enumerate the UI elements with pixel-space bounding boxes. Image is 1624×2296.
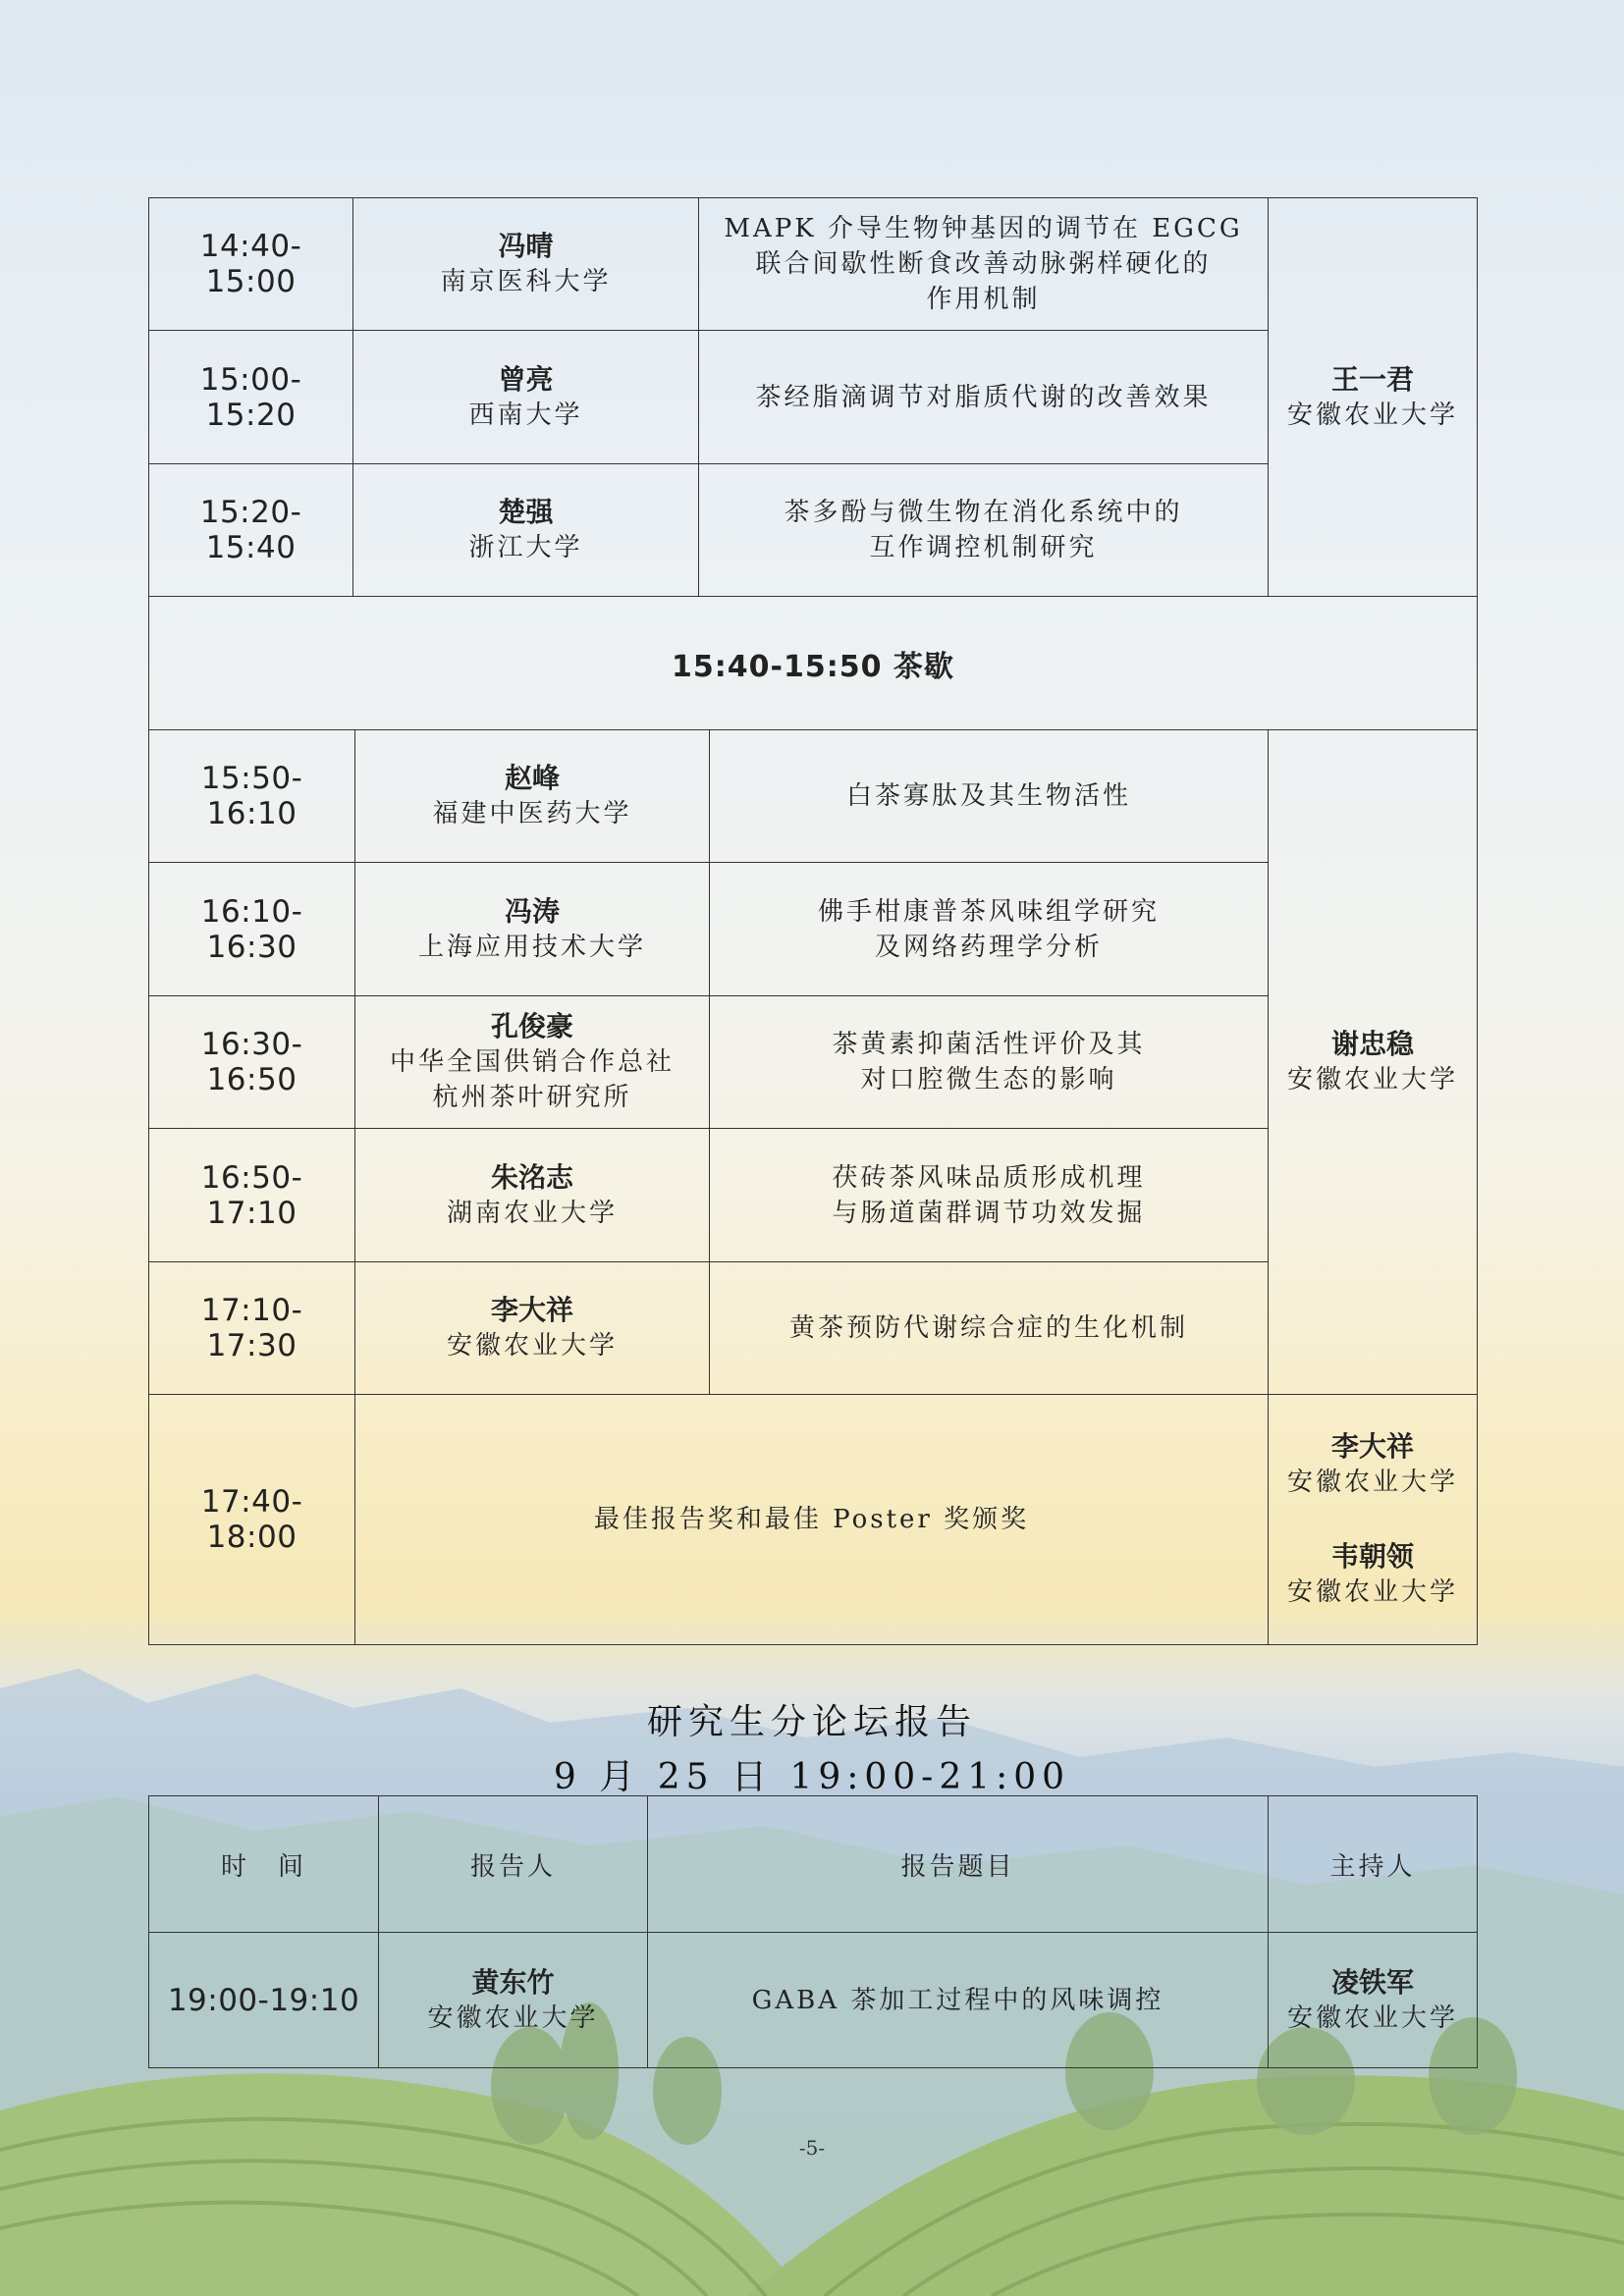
talk-topic: [710, 730, 1269, 863]
host-affiliation: 安徽农业大学: [1286, 2002, 1458, 2033]
speaker-affiliation: 上海应用技术大学: [417, 932, 646, 962]
host-cell: [1269, 1933, 1478, 2068]
speaker-name: 孔俊豪: [490, 1010, 573, 1042]
talk-time: 17:10-17:30: [149, 1262, 355, 1395]
speaker-affiliation: 湖南农业大学: [446, 1198, 618, 1228]
award-time: 17:40-18:00: [149, 1395, 355, 1645]
talk-time: 14:40-15:00: [149, 198, 353, 331]
talk-topic: [699, 198, 1269, 331]
host-name: 韦朝领: [1330, 1540, 1414, 1573]
header-topic: 报告题目: [648, 1796, 1269, 1933]
host-name: 凌铁军: [1330, 1965, 1414, 1999]
schedule-table-session1: [148, 197, 1477, 730]
talk-time: 15:00-15:20: [149, 331, 353, 464]
speaker-cell: [379, 1933, 648, 2068]
table-row: [149, 730, 1478, 863]
topic-line: 茶黄素抑菌活性评价及其: [832, 1030, 1146, 1059]
award-description: 最佳报告奖和最佳 Poster 奖颁奖: [355, 1395, 1269, 1645]
speaker-name: 曾亮: [498, 362, 554, 396]
talk-time: 16:10-16:30: [149, 863, 355, 996]
talk-topic: GABA 茶加工过程中的风味调控: [648, 1933, 1269, 2068]
talk-topic: [710, 996, 1269, 1129]
talk-topic: [699, 464, 1269, 597]
speaker-cell: [355, 730, 710, 863]
speaker-name: 黄东竹: [471, 1965, 555, 1999]
speaker-cell: [353, 331, 699, 464]
speaker-affiliation: 杭州茶叶研究所: [432, 1083, 632, 1112]
topic-line: 黄茶预防代谢综合症的生化机制: [788, 1313, 1188, 1343]
host-affiliation: 安徽农业大学: [1286, 1577, 1458, 1607]
page-number: -5-: [798, 2136, 826, 2160]
speaker-cell: [355, 1262, 710, 1395]
talk-time: 15:20-15:40: [149, 464, 353, 597]
talk-time: 19:00-19:10: [149, 1933, 379, 2068]
grad-forum-title: 研究生分论坛报告: [646, 1702, 977, 1742]
host-cell: [1269, 198, 1478, 597]
schedule-table-session2: [148, 729, 1477, 1645]
header-time: 时 间: [149, 1796, 379, 1933]
talk-topic: [699, 331, 1269, 464]
topic-line: 白茶寡肽及其生物活性: [845, 781, 1131, 811]
speaker-name: 赵峰: [504, 762, 560, 794]
award-host: [1276, 1539, 1469, 1610]
speaker-name: 楚强: [498, 496, 554, 528]
host-affiliation: 安徽农业大学: [1286, 400, 1458, 430]
speaker-name: 李大祥: [490, 1294, 573, 1326]
speaker-cell: [353, 198, 699, 331]
award-row: [149, 1395, 1478, 1645]
topic-line: 作用机制: [926, 285, 1041, 314]
speaker-cell: [355, 996, 710, 1129]
speaker-cell: [355, 1129, 710, 1262]
speaker-cell: [355, 863, 710, 996]
speaker-affiliation: 福建中医药大学: [432, 799, 632, 828]
table-row: [149, 1933, 1478, 2068]
host-affiliation: 安徽农业大学: [1286, 1468, 1458, 1497]
topic-line: 互作调控机制研究: [869, 533, 1098, 562]
host-name: 李大祥: [1330, 1430, 1414, 1463]
host-affiliation: 安徽农业大学: [1286, 1065, 1458, 1095]
topic-line: 佛手柑康普茶风味组学研究: [817, 896, 1160, 927]
topic-line: 茯砖茶风味品质形成机理: [832, 1162, 1146, 1193]
award-host: [1276, 1429, 1469, 1500]
speaker-affiliation: 中华全国供销合作总社: [389, 1047, 675, 1077]
topic-line: MAPK 介导生物钟基因的调节在 EGCG: [724, 214, 1243, 243]
topic-line: 茶多酚与微生物在消化系统中的: [784, 498, 1183, 527]
topic-line: 联合间歇性断食改善动脉粥样硬化的: [755, 249, 1212, 279]
topic-line: 茶经脂滴调节对脂质代谢的改善效果: [755, 382, 1212, 412]
host-name: 谢忠稳: [1330, 1028, 1414, 1060]
speaker-affiliation: 安徽农业大学: [446, 1331, 618, 1361]
talk-topic: [710, 863, 1269, 996]
speaker-name: 朱洺志: [490, 1160, 573, 1194]
talk-topic: [710, 1262, 1269, 1395]
speaker-name: 冯晴: [498, 230, 554, 262]
topic-line: 与肠道菌群调节功效发掘: [832, 1198, 1146, 1228]
talk-time: 16:50-17:10: [149, 1129, 355, 1262]
topic-line: 及网络药理学分析: [874, 932, 1103, 962]
tea-break-label: 15:40-15:50 茶歇: [149, 597, 1478, 730]
talk-time: 16:30-16:50: [149, 996, 355, 1129]
host-cell: [1269, 730, 1478, 1395]
speaker-name: 冯涛: [504, 894, 560, 928]
speaker-affiliation: 安徽农业大学: [427, 2002, 599, 2033]
grad-forum-table: [148, 1795, 1477, 2068]
talk-topic: [710, 1129, 1269, 1262]
table-row: [149, 198, 1478, 331]
header-speaker: 报告人: [379, 1796, 648, 1933]
topic-line: 对口腔微生态的影响: [860, 1065, 1117, 1095]
grad-forum-date: 9 月 25 日 19:00-21:00: [553, 1757, 1071, 1797]
speaker-affiliation: 南京医科大学: [440, 267, 612, 296]
speaker-affiliation: 浙江大学: [468, 533, 583, 562]
header-row: [149, 1796, 1478, 1933]
talk-time: 15:50-16:10: [149, 730, 355, 863]
award-hosts-cell: [1269, 1395, 1478, 1645]
speaker-cell: [353, 464, 699, 597]
host-name: 王一君: [1330, 362, 1414, 396]
header-host: 主持人: [1269, 1796, 1478, 1933]
speaker-affiliation: 西南大学: [468, 400, 583, 430]
tea-break-row: [149, 597, 1478, 730]
